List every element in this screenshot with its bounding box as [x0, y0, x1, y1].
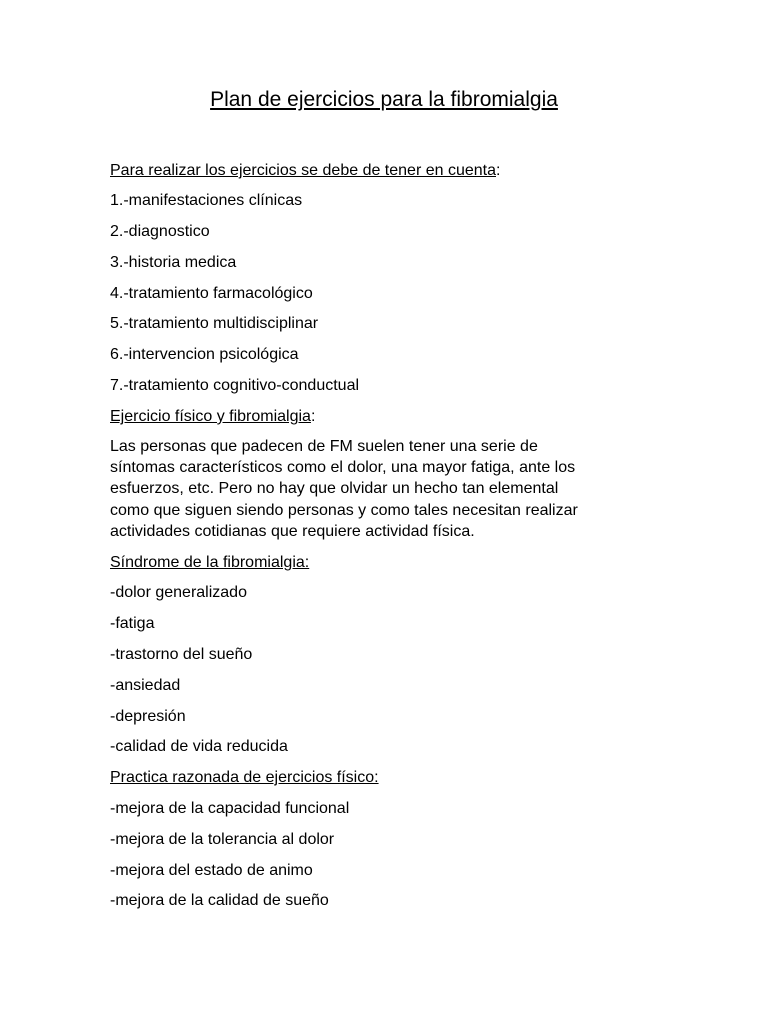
- list-item: -calidad de vida reducida: [110, 738, 288, 755]
- list-item: 6.-intervencion psicológica: [110, 346, 299, 363]
- list-item: -mejora de la calidad de sueño: [110, 892, 329, 909]
- paragraph-line: Las personas que padecen de FM suelen tener una serie de: [110, 438, 538, 455]
- document-title: Plan de ejercicios para la fibromialgia: [210, 88, 558, 111]
- list-item: 7.-tratamiento cognitivo-conductual: [110, 377, 360, 394]
- section-heading-syndrome: Síndrome de la fibromialgia:: [110, 554, 310, 571]
- list-item: 2.-diagnostico: [110, 223, 210, 240]
- list-item: 3.-historia medica: [110, 254, 237, 271]
- list-item: -mejora de la tolerancia al dolor: [110, 831, 335, 848]
- list-item: -trastorno del sueño: [110, 646, 253, 663]
- section-heading-text: Para realizar los ejercicios se debe de tener en cuenta: [110, 162, 496, 179]
- list-item: -depresión: [110, 708, 186, 725]
- section-heading-text: Ejercicio físico y fibromialgia: [110, 408, 311, 425]
- list-item: 5.-tratamiento multidisciplinar: [110, 315, 319, 332]
- list-item: -fatiga: [110, 615, 155, 632]
- list-item: 1.-manifestaciones clínicas: [110, 192, 303, 209]
- section-heading-exercise: [110, 406, 315, 427]
- section-heading-considerations: [110, 160, 500, 181]
- list-item: -mejora del estado de animo: [110, 862, 313, 879]
- list-item: -ansiedad: [110, 677, 181, 694]
- heading-colon: :: [310, 408, 316, 425]
- paragraph-line: síntomas característicos como el dolor, una mayor fatiga, ante los: [110, 459, 576, 477]
- list-item: 4.-tratamiento farmacológico: [110, 285, 313, 302]
- list-item: -mejora de la capacidad funcional: [110, 800, 350, 817]
- section-heading-practice: Practica razonada de ejercicios físico:: [110, 769, 379, 786]
- paragraph-line: esfuerzos, etc. Pero no hay que olvidar un hecho tan elemental: [110, 480, 559, 498]
- paragraph-line: actividades cotidianas que requiere actividad física.: [110, 522, 475, 540]
- heading-colon: :: [496, 162, 501, 179]
- list-item: -dolor generalizado: [110, 584, 247, 601]
- exercise-paragraph: [110, 436, 670, 542]
- paragraph-line: como que siguen siendo personas y como tales necesitan realizar: [110, 501, 578, 519]
